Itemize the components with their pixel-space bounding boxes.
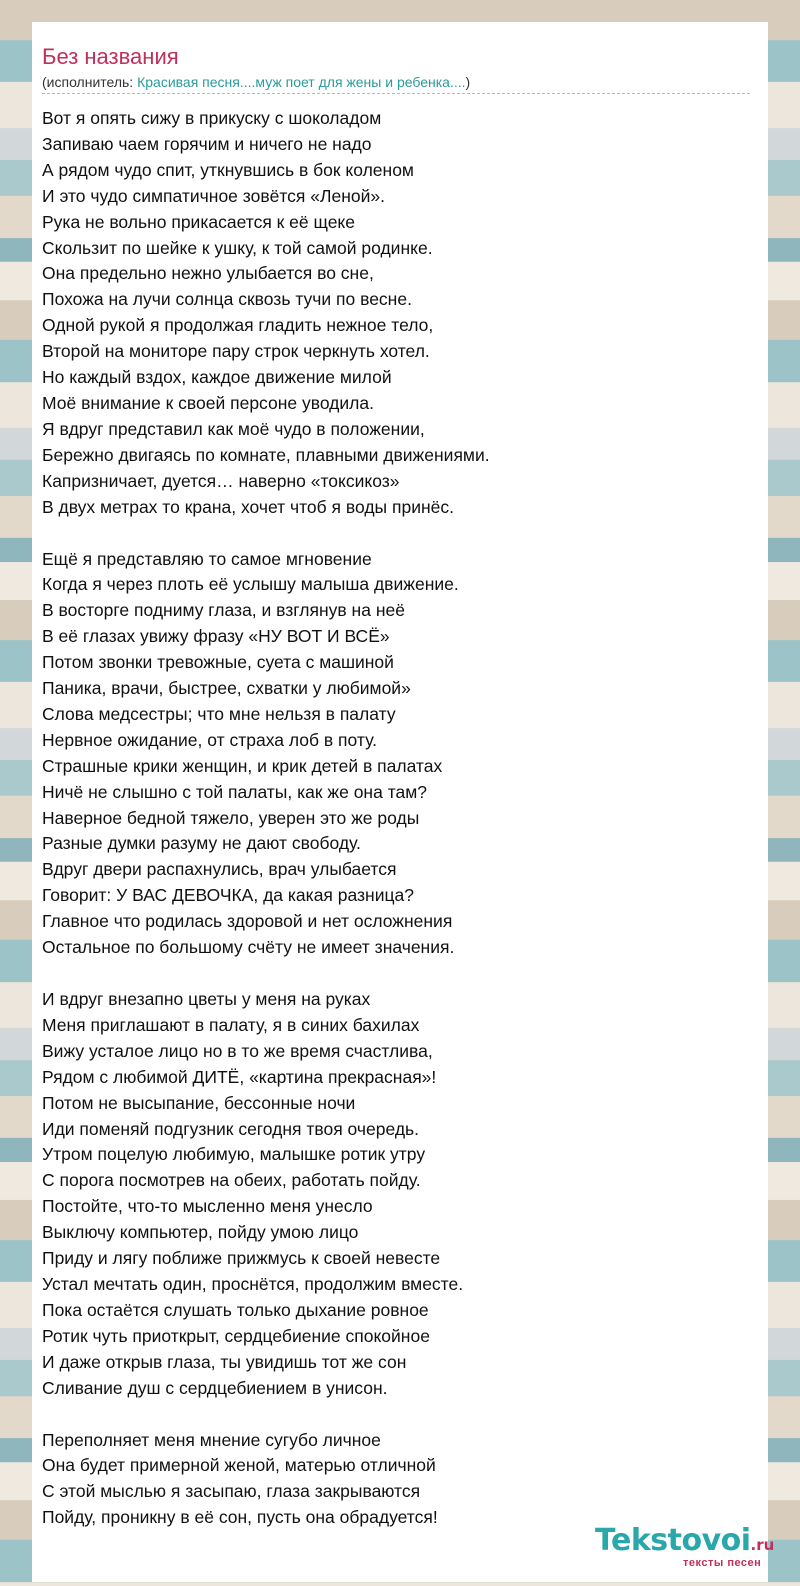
logo-wordmark: Tekstovoi	[595, 1523, 751, 1558]
song-card	[32, 22, 775, 1582]
lyric-line: Она будет примерной женой, матерью отличной	[42, 1455, 436, 1476]
lyric-line: Пока остаётся слушать только дыхание ровное	[42, 1299, 429, 1320]
lyric-line: Меня приглашают в палату, я в синих бахилах	[42, 1014, 420, 1035]
lyric-line: А рядом чудо спит, уткнувшись в бок коленом	[42, 159, 414, 180]
lyric-line: Когда я через плоть её услышу малыша движение.	[42, 574, 459, 595]
lyrics-body	[42, 106, 752, 1557]
site-logo[interactable]	[595, 1525, 800, 1571]
lyric-line: С этой мыслью я засыпаю, глаза закрываются	[42, 1481, 421, 1502]
lyric-line: Ротик чуть приоткрыт, сердцебиение спокойное	[42, 1325, 430, 1346]
logo-tagline: тексты песен	[683, 1557, 762, 1569]
lyric-line: Запиваю чаем горячим и ничего не надо	[42, 133, 372, 154]
lyric-line: Вот я опять сижу в прикуску с шоколадом	[42, 108, 382, 128]
lyric-line: С порога посмотрев на обеих, работать пойду.	[42, 1170, 421, 1191]
lyric-line: Вдруг двери распахнулись, врач улыбается	[42, 859, 397, 880]
lyric-line: Рука не вольно прикасается к её щеке	[42, 211, 356, 232]
lyric-line: Сливание душ с сердцебиением в унисон.	[42, 1377, 388, 1398]
performer-link[interactable]: Красивая песня....муж поет для жены и ребенка....	[137, 74, 466, 90]
lyric-line: Но каждый вздох, каждое движение милой	[42, 367, 392, 388]
lyric-line: Страшные крики женщин, и крик детей в палатах	[42, 755, 443, 776]
lyric-line: Иди поменяй подгузник сегодня твоя очередь.	[42, 1118, 420, 1139]
performer-line	[42, 74, 470, 90]
lyric-line: Слова медсестры; что мне нельзя в палату	[42, 703, 396, 724]
performer-suffix: )	[465, 74, 471, 90]
lyrics-stanza	[42, 987, 752, 1402]
lyric-line: Скользит по шейке к ушку, к той самой родинке.	[42, 237, 433, 258]
lyric-line: В двух метрах то крана, хочет чтоб я воды принёс.	[42, 496, 454, 517]
lyric-line: Говорит: У ВАС ДЕВОЧКА, да какая разница?	[42, 885, 414, 906]
lyric-line: Второй на мониторе пару строк черкнуть хотел.	[42, 341, 430, 362]
lyric-line: Нервное ожидание, от страха лоб в поту.	[42, 729, 377, 750]
lyric-line: Ничё не слышно с той палаты, как же она там?	[42, 781, 428, 802]
lyric-line: Наверное бедной тяжело, уверен это же роды	[42, 807, 420, 828]
lyric-line: Приду и лягу поближе прижмусь к своей невесте	[42, 1248, 441, 1269]
lyric-line: Остальное по большому счёту не имеет значения.	[42, 937, 455, 958]
lyric-line: Паника, врачи, быстрее, схватки у любимой»	[42, 678, 411, 699]
lyric-line: Пойду, проникну в её сон, пусть она обрадуется!	[42, 1507, 438, 1528]
lyric-line: Разные думки разуму не дают свободу.	[42, 833, 361, 854]
lyric-line: И это чудо симпатичное зовётся «Леной».	[42, 185, 385, 206]
lyric-line: Похожа на лучи солнца сквозь тучи по весне.	[42, 289, 412, 310]
logo-tld: .ru	[750, 1536, 775, 1554]
lyric-line: В восторге подниму глаза, и взглянув на неё	[42, 600, 405, 621]
lyric-line: Она предельно нежно улыбается во сне,	[42, 263, 374, 284]
lyrics-stanza	[42, 1428, 752, 1532]
lyric-line: Рядом с любимой ДИТЁ, «картина прекрасная»!	[42, 1066, 437, 1087]
lyric-line: Устал мечтать один, проснётся, продолжим вместе.	[42, 1273, 464, 1294]
lyric-line: Потом не высыпание, бессонные ночи	[42, 1092, 356, 1113]
lyric-line: Утром поцелую любимую, малышке ротик утру	[42, 1144, 426, 1165]
lyrics-stanza	[42, 106, 752, 521]
lyric-line: Я вдруг представил как моё чудо в положении,	[42, 418, 425, 439]
song-title: Без названия	[42, 44, 179, 69]
lyric-line: Постойте, что-то мысленно меня унесло	[42, 1196, 373, 1217]
lyric-line: И вдруг внезапно цветы у меня на руках	[42, 989, 371, 1009]
lyric-line: Выключу компьютер, пойду умою лицо	[42, 1222, 359, 1243]
lyric-line: Переполняет меня мнение сугубо личное	[42, 1429, 381, 1450]
title-divider	[42, 93, 750, 94]
performer-prefix: (исполнитель:	[42, 74, 138, 90]
lyrics-stanza	[42, 547, 752, 962]
lyric-line: Главное что родилась здоровой и нет осложнения	[42, 911, 453, 932]
lyric-line: Потом звонки тревожные, суета с машиной	[42, 652, 394, 673]
lyric-line: Моё внимание к своей персоне уводила.	[42, 392, 374, 413]
lyric-line: Ещё я представляю то самое мгновение	[42, 548, 372, 569]
lyric-line: В её глазах увижу фразу «НУ ВОТ И ВСЁ»	[42, 626, 390, 647]
lyric-line: Одной рукой я продолжая гладить нежное тело,	[42, 315, 434, 336]
lyric-line: Капризничает, дуется… наверно «токсикоз»	[42, 470, 400, 491]
lyric-line: Бережно двигаясь по комнате, плавными движениями.	[42, 444, 490, 465]
lyric-line: И даже открыв глаза, ты увидишь тот же сон	[42, 1351, 407, 1372]
lyric-line: Вижу усталое лицо но в то же время счастлива,	[42, 1040, 433, 1061]
